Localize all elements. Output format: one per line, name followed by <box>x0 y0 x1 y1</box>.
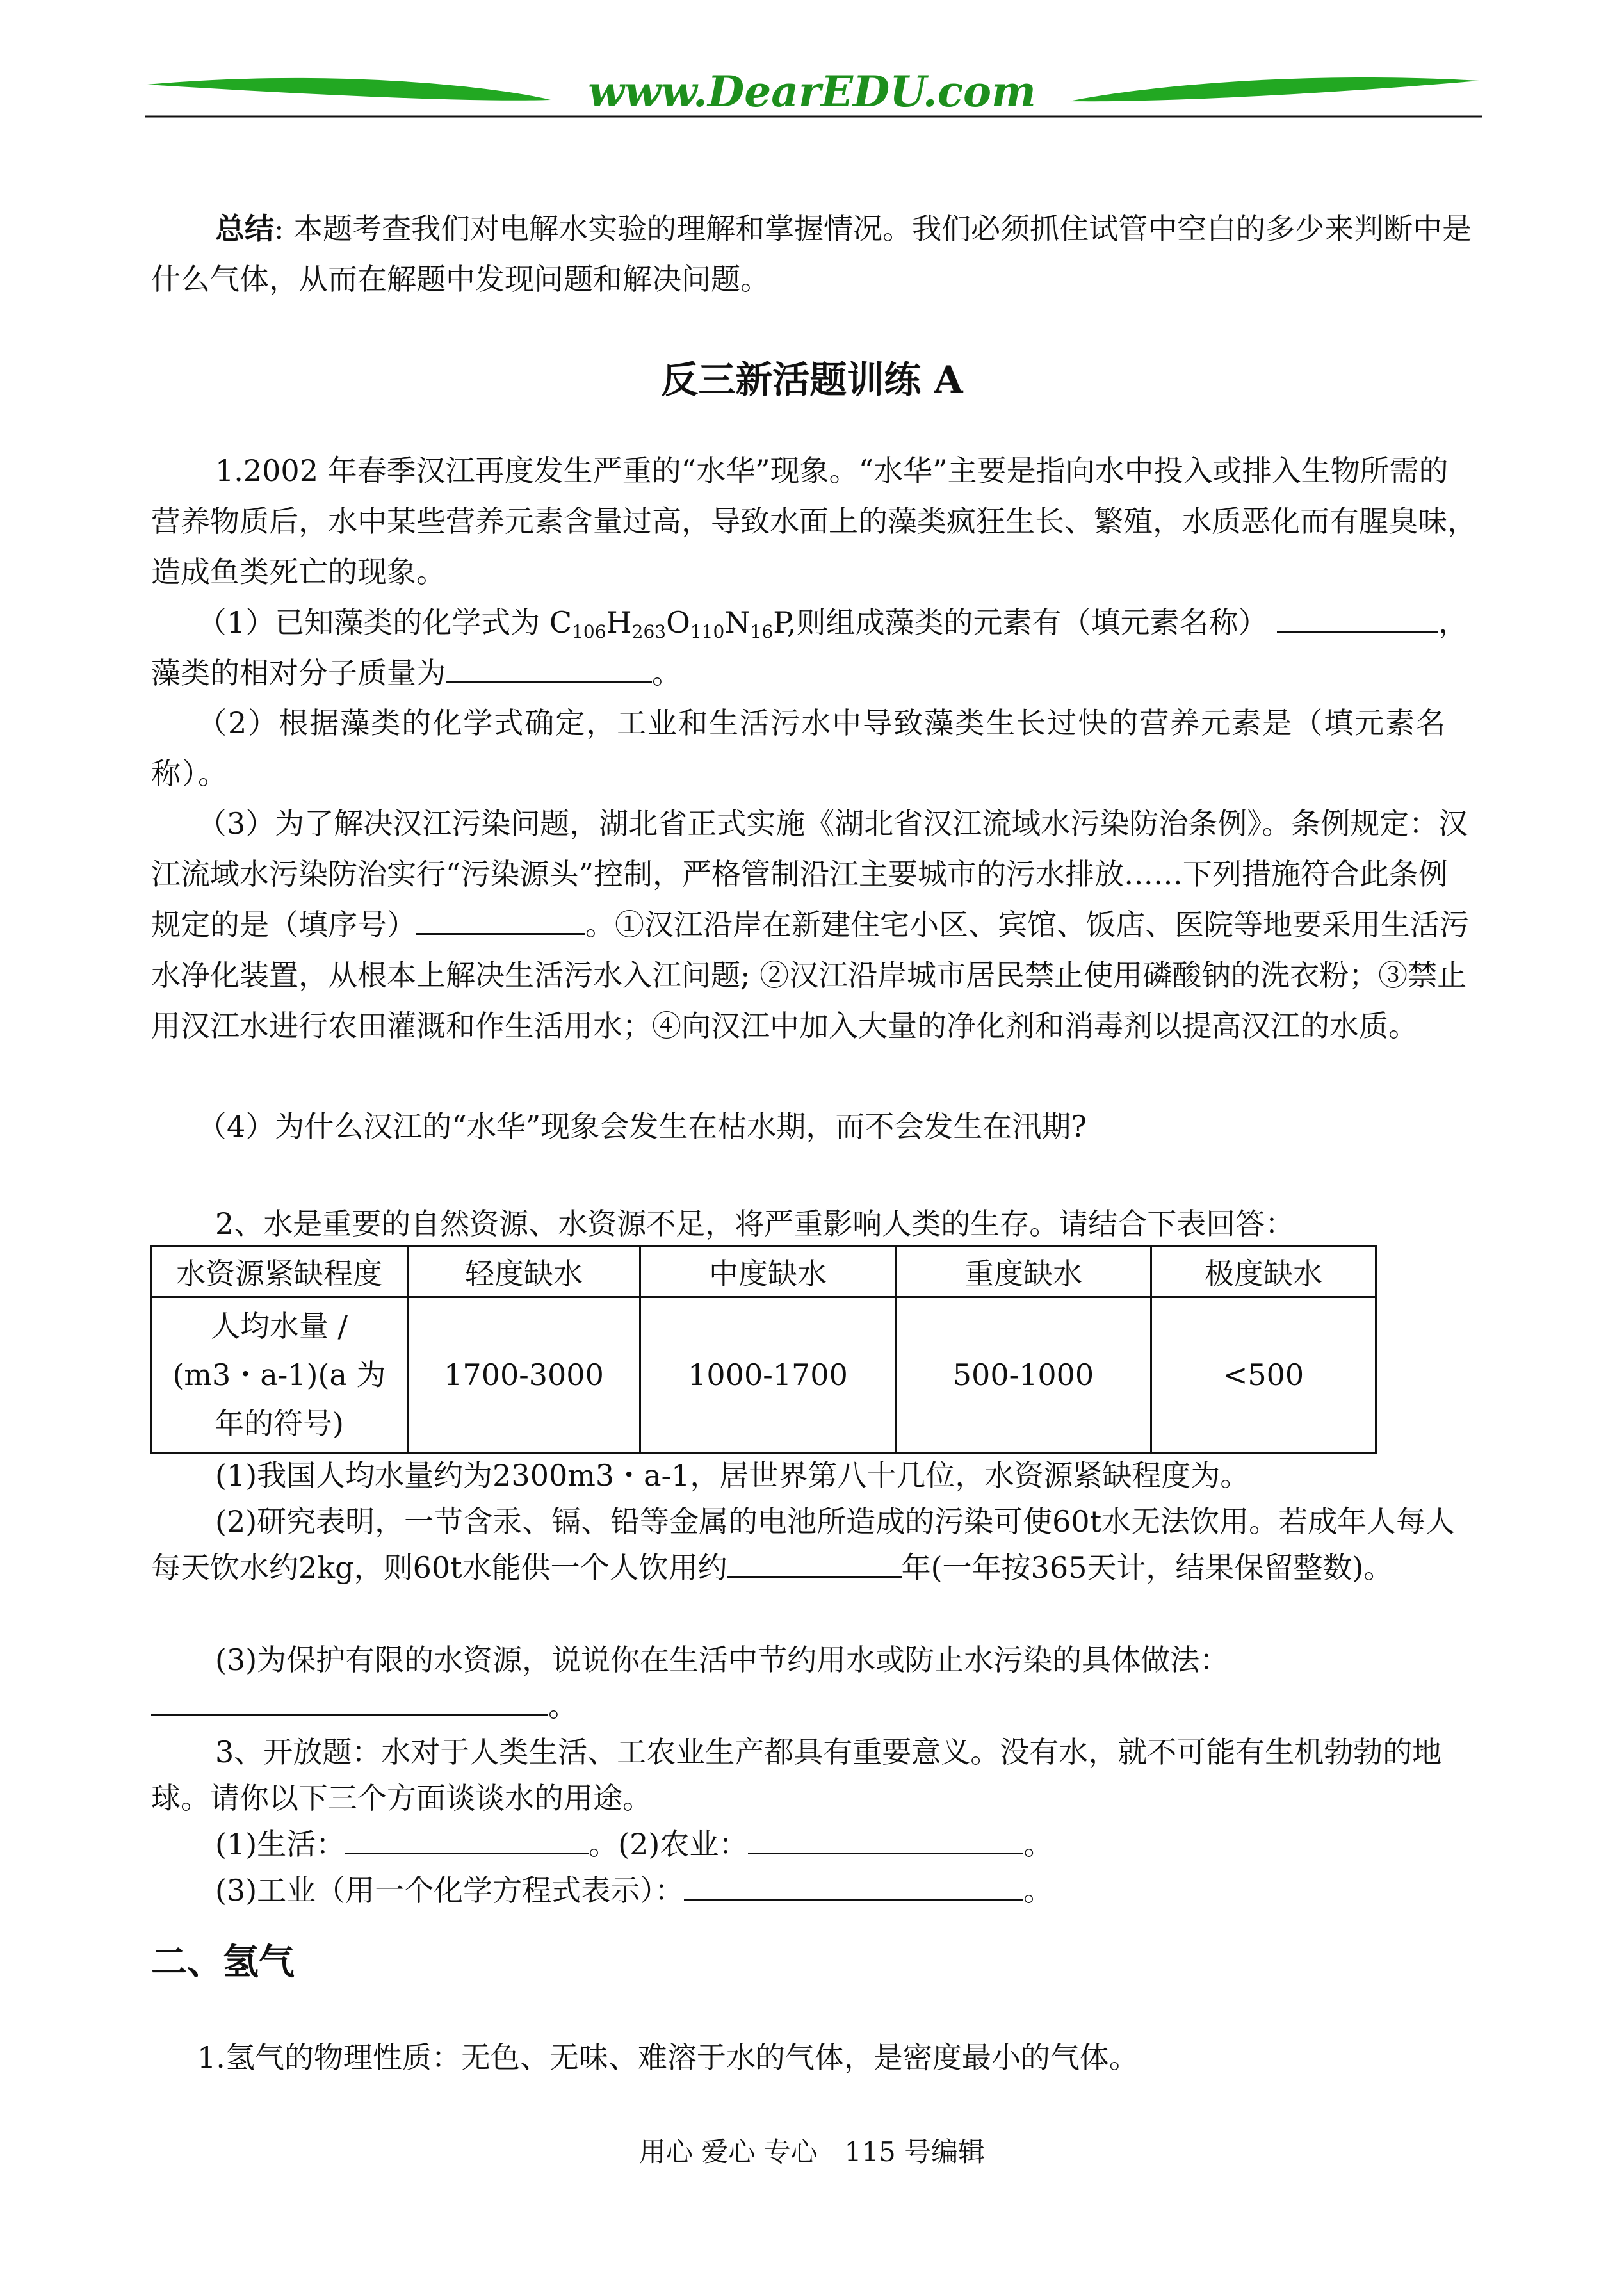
table-cell: 500-1000 <box>896 1297 1151 1453</box>
sub-h: 263 <box>631 621 667 642</box>
q1-part1 <box>151 597 1477 648</box>
q2-s2-text2: 年(一年按365天计，结果保留整数)。 <box>901 1550 1393 1585</box>
row-label-line: (m3・a-1)(a 为 <box>172 1358 386 1392</box>
q3-answers-1 <box>151 1821 1477 1867</box>
sub-n: 16 <box>750 621 774 642</box>
table-cell: 1000-1700 <box>640 1297 896 1453</box>
q1-p1-text: （1）已知藻类的化学式为 C <box>197 605 572 640</box>
row-label-line: 人均水量 / <box>210 1309 348 1343</box>
q3-answers-2 <box>151 1867 1477 1913</box>
page-title: 反三新活题训练 A <box>661 358 963 401</box>
q2-sub1: (1)我国人均水量约为2300m3・a-1，居世界第八十几位，水资源紧缺程度为。 <box>215 1458 1250 1493</box>
table-header-row <box>151 1247 1376 1297</box>
q1-intro: 1.2002 年春季汉江再度发生严重的“水华”现象。“水华”主要是指向水中投入或排入生物所需的营养物质后，水中某些营养元素含量过高，导致水面上的藻类疯狂生长、繁殖，水质恶化而有腥臭味，造成鱼类死亡的现象。 <box>151 453 1477 589</box>
summary-label: 总结 <box>215 211 274 246</box>
q1-part3 <box>151 799 1477 1051</box>
q2-s3-end: 。 <box>548 1689 578 1723</box>
table-header-cell: 轻度缺水 <box>408 1247 640 1297</box>
table-row <box>151 1297 1376 1453</box>
water-scarcity-table <box>150 1245 1377 1454</box>
elem-n: N <box>724 605 751 640</box>
sub-o: 110 <box>690 621 725 642</box>
q1-part1-cont <box>151 648 1477 699</box>
answer-blank-measures[interactable] <box>416 907 585 935</box>
q2-s3-text: (3)为保护有限的水资源，说说你在生活中节约用水或防止水污染的具体做法： <box>215 1642 1230 1677</box>
answer-blank-mass[interactable] <box>446 656 652 683</box>
table-cell: <500 <box>1151 1297 1376 1453</box>
q2-sub2 <box>151 1498 1477 1591</box>
q1-part4: （4）为什么汉江的“水华”现象会发生在枯水期，而不会发生在汛期? <box>197 1109 1087 1144</box>
elem-o: O <box>666 605 690 640</box>
q3-intro: 3、开放题：水对于人类生活、工农业生产都具有重要意义。没有水，就不可能有生机勃勃的地球。请你以下三个方面谈谈水的用途。 <box>151 1735 1442 1815</box>
q3-life-label: (1)生活： <box>215 1827 346 1861</box>
elem-h: H <box>606 605 632 640</box>
site-logo: www.DearEDU.com <box>588 67 1036 117</box>
hydrogen-property: 1.氢气的物理性质：无色、无味、难溶于水的气体，是密度最小的气体。 <box>197 2040 1139 2075</box>
q1-part2: （2）根据藻类的化学式确定，工业和生活污水中导致藻类生长过快的营养元素是（填元素名称）。 <box>151 706 1447 791</box>
summary-text: 本题考查我们对电解水实验的理解和掌握情况。我们必须抓住试管中空白的多少来判断中是什么气体，从而在解题中发现问题和解决问题。 <box>151 211 1472 296</box>
table-header-cell: 水资源紧缺程度 <box>151 1247 408 1297</box>
q1-p3-text: （3）为了解决汉江污染问题，湖北省正式实施《湖北省汉江流域水污染防治条例》。条例规定：汉江流域水污染防治实行“污染源头”控制，严格管制沿江主要城市的污水排放……下列措施符合此条例规定的是（填序号） <box>151 806 1468 942</box>
q3-industry-end: 。 <box>1023 1873 1053 1908</box>
answer-blank-methods[interactable] <box>151 1689 548 1716</box>
answer-blank-agri[interactable] <box>748 1827 1023 1854</box>
table-header-cell: 重度缺水 <box>896 1247 1151 1297</box>
q1-p1-end: 。 <box>652 656 681 690</box>
summary-paragraph <box>151 204 1477 305</box>
table-header-cell: 中度缺水 <box>640 1247 896 1297</box>
q1-p3-text2: 。①汉江沿岸在新建住宅小区、宾馆、饭店、医院等地要采用生活污水净化装置，从根本上解决生活污水入江问题; ②汉江沿岸城市居民禁止使用磷酸钠的洗衣粉；③禁止用汉江水进行农田灌溉和作生活用水；④向汉江中加入大量的净化剂和消毒剂以提高汉江的水质。 <box>151 907 1469 1043</box>
q2-s2-text: (2)研究表明，一节含汞、镉、铅等金属的电池所造成的污染可使60t水无法饮用。若成年人每人每天饮水约2kg，则60t水能供一个人饮用约 <box>151 1504 1456 1585</box>
row-label-line: 年的符号) <box>215 1406 344 1441</box>
page-footer: 用心 爱心 专心 115 号编辑 <box>638 2136 986 2168</box>
section-heading-hydrogen: 二、氢气 <box>151 1941 295 1983</box>
table-header-cell: 极度缺水 <box>1151 1247 1376 1297</box>
answer-blank-life[interactable] <box>345 1827 589 1854</box>
q1-p1-comma: ， <box>1438 605 1468 640</box>
q3-industry-label: (3)工业（用一个化学方程式表示）： <box>215 1873 685 1908</box>
q3-agri-label: 。(2)农业： <box>589 1827 749 1861</box>
q2-intro: 2、水是重要的自然资源、水资源不足，将严重影响人类的生存。请结合下表回答： <box>215 1206 1295 1241</box>
q1-p1-text3: 藻类的相对分子质量为 <box>151 656 446 690</box>
summary-colon: : <box>274 211 294 246</box>
table-cell: 1700-3000 <box>408 1297 640 1453</box>
sub-c: 106 <box>572 621 606 642</box>
table-row-label <box>151 1297 408 1453</box>
answer-blank-years[interactable] <box>727 1550 902 1578</box>
answer-blank-industry[interactable] <box>684 1873 1023 1901</box>
answer-blank-elements[interactable] <box>1277 605 1438 633</box>
q1-p1-text2: P,则组成藻类的元素有（填元素名称） <box>773 605 1268 640</box>
q2-sub3 <box>151 1637 1477 1729</box>
q3-agri-end: 。 <box>1023 1827 1053 1861</box>
